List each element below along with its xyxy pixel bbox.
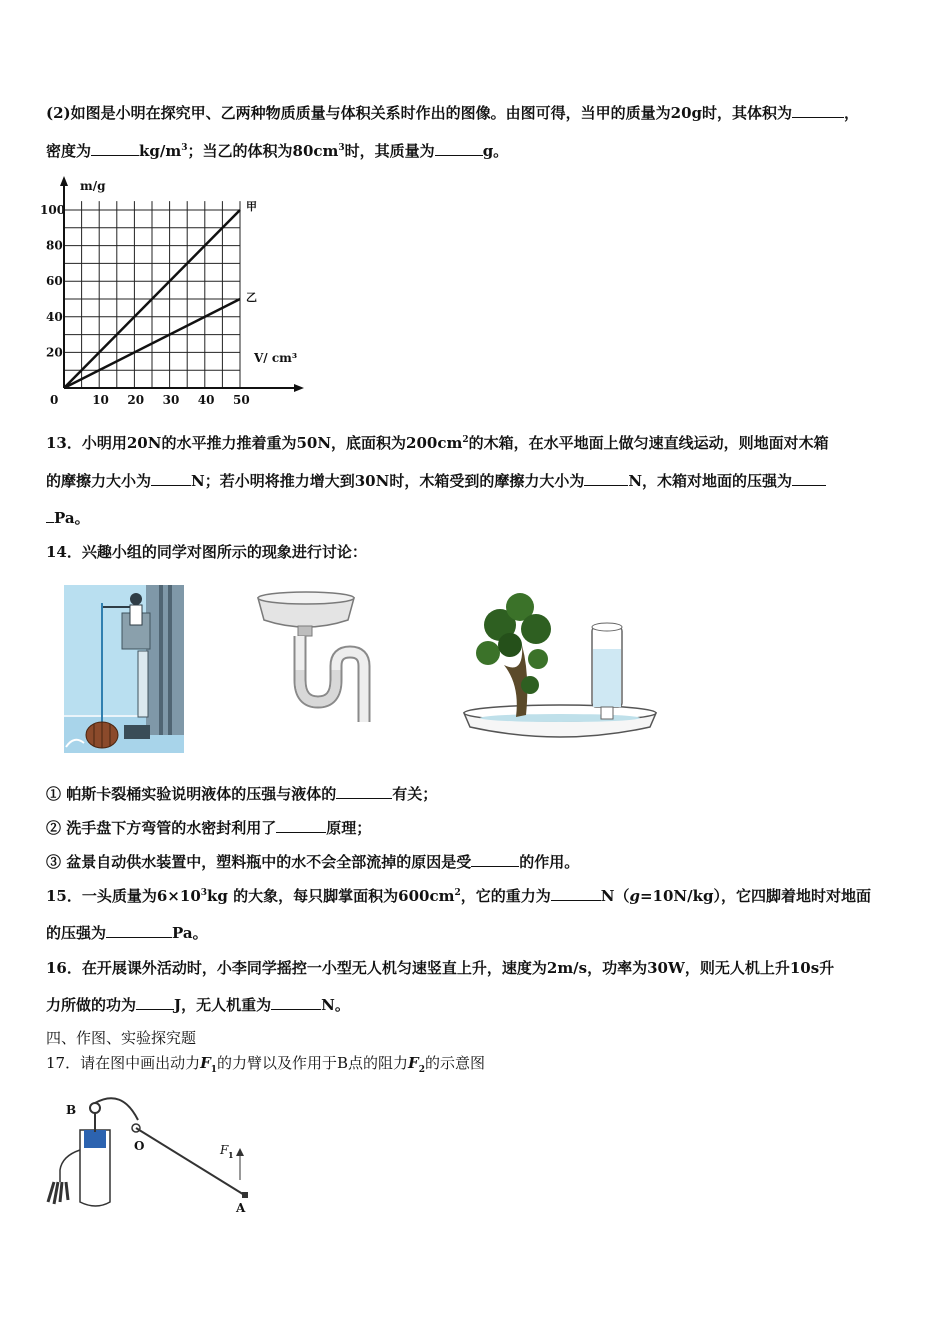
answer-blank [551, 886, 601, 901]
ladder [138, 651, 148, 717]
q17-text: 17．请在图中画出动力 [46, 1054, 201, 1072]
answer-blank [792, 103, 844, 118]
q15-text: ，它的重力为 [460, 887, 551, 905]
section-title-text: 四、作图、实验探究题 [46, 1029, 197, 1047]
unit-text: kg/m [139, 142, 182, 160]
sink-rim [258, 592, 354, 604]
mass-volume-chart [40, 170, 320, 410]
italic-g: g [629, 887, 640, 905]
q12-text: 时，其质量为 [344, 142, 435, 160]
answer-blank [106, 923, 172, 938]
q13-line1 [46, 433, 829, 453]
sup: 3 [200, 888, 208, 898]
x-tick-label: 30 [162, 393, 180, 407]
building [146, 585, 184, 735]
q15-line1 [46, 886, 871, 906]
q14-text: ③ 盆景自动供水装置中，塑料瓶中的水不会全部流掉的原因是受 [46, 853, 472, 871]
tray-water [480, 714, 640, 722]
point-a [242, 1192, 248, 1198]
q15-text: N（ [600, 887, 630, 905]
series-label: 甲 [246, 200, 257, 213]
q13-text: 13．小明用20N的水平推力推着重为50N，底面积为200cm [46, 434, 463, 452]
label-a: A [236, 1201, 246, 1215]
q13-line3 [46, 508, 90, 528]
q16-text: N。 [321, 996, 350, 1014]
pascal-barrel-figure [64, 585, 184, 755]
pump-water [84, 1130, 106, 1148]
answer-blank [151, 471, 191, 486]
foliage [521, 676, 539, 694]
y-axis-arrow [60, 176, 68, 186]
q13-text: N，木箱对地面的压强为 [628, 472, 793, 490]
answer-blank [276, 818, 326, 833]
q17-text: 的示意图 [424, 1054, 485, 1072]
label-f1-sub: 1 [228, 1150, 234, 1160]
x-axis-title: V/ cm³ [254, 351, 298, 365]
series-label: 乙 [246, 291, 257, 304]
q14-item1 [46, 784, 437, 804]
answer-blank [271, 995, 321, 1010]
unit-text: Pa。 [54, 509, 90, 527]
point-b [90, 1103, 100, 1113]
q15-text: 的压强为 [46, 924, 107, 942]
handle [136, 1128, 246, 1196]
sup: 2 [462, 435, 469, 445]
drain [298, 626, 312, 636]
f2-sub: 2 [418, 1065, 425, 1075]
q12-line1 [46, 103, 859, 123]
sink-trap-figure [256, 590, 366, 730]
pump-lever-figure [40, 1090, 270, 1220]
lever-curve [95, 1098, 138, 1120]
q15-text: =10N/kg），它四脚着地时对地面 [639, 887, 871, 905]
q13-text: N；若小明将推力增大到30N时，木箱受到的摩擦力大小为 [191, 472, 585, 490]
q15-line2 [46, 923, 208, 943]
building-line [168, 585, 172, 735]
bottle-top [592, 623, 622, 631]
y-tick-label: 60 [46, 274, 63, 289]
label-b: B [66, 1103, 77, 1117]
q12-text: 密度为 [46, 142, 92, 160]
sup: 2 [454, 888, 461, 898]
q14-item2 [46, 818, 371, 838]
answer-blank [471, 852, 519, 867]
x-tick-label: 10 [92, 393, 109, 407]
bottle-water [593, 649, 621, 707]
f1-sub: 1 [210, 1065, 218, 1075]
spout [60, 1150, 80, 1182]
unit-text: Pa。 [172, 924, 208, 942]
answer-blank [46, 508, 54, 523]
sup: 3 [181, 143, 188, 153]
building-line [159, 585, 163, 735]
x-tick-label: 50 [233, 393, 250, 407]
q16-line2 [46, 995, 350, 1015]
q16-line1 [46, 958, 834, 978]
unit-text: g。 [482, 142, 509, 160]
q14-item3 [46, 852, 579, 872]
answer-blank [336, 784, 392, 799]
q14-intro [46, 542, 367, 562]
answer-blank [792, 471, 826, 486]
section-title [46, 1028, 196, 1048]
q16-text: 16．在开展课外活动时，小李同学摇控一小型无人机匀速竖直上升，速度为2m/s，功率为30W，则无人机上升10s升 [46, 959, 835, 977]
machine [124, 725, 150, 739]
bottle-neck [601, 707, 613, 719]
person-body [130, 605, 142, 625]
foliage [476, 641, 500, 665]
answer-blank [435, 141, 483, 156]
sup: 3 [338, 143, 345, 153]
foliage [528, 649, 548, 669]
q13-text: 的摩擦力大小为 [46, 472, 152, 490]
q12-line2 [46, 141, 508, 161]
f2-symbol: F [408, 1054, 419, 1072]
y-tick-label: 40 [46, 309, 63, 324]
q13-line2 [46, 471, 826, 491]
answer-blank [136, 995, 174, 1010]
q15-text: kg 的大象，每只脚掌面积为600cm [207, 887, 455, 905]
bonsai-waterer-figure [460, 585, 660, 750]
q13-text: 的木箱，在水平地面上做匀速直线运动，则地面对木箱 [468, 434, 829, 452]
person-head [130, 593, 142, 605]
label-f1: F [220, 1143, 229, 1157]
q17-text: 的力臂以及作用于B点的阻力 [217, 1054, 409, 1072]
f1-symbol: F [200, 1054, 211, 1072]
foliage [498, 633, 522, 657]
q17-line [46, 1053, 485, 1080]
water-flow [48, 1182, 68, 1204]
x-axis-arrow [294, 384, 304, 392]
q14-text: ① 帕斯卡裂桶实验说明液体的压强与液体的 [46, 785, 337, 803]
y-axis-title: m/g [80, 179, 106, 193]
arrow-head [236, 1148, 244, 1156]
q14-text: 原理； [326, 819, 372, 837]
x-tick-label: 40 [197, 393, 215, 407]
y-tick-label: 80 [46, 238, 63, 253]
origin-label: 0 [50, 393, 59, 407]
label-o: O [134, 1139, 145, 1153]
q14-text: 有关； [392, 785, 438, 803]
q16-text: J，无人机重为 [174, 996, 272, 1014]
answer-blank [91, 141, 139, 156]
q12-text: ；当乙的体积为80cm [187, 142, 339, 160]
answer-blank [584, 471, 628, 486]
q14-text: 的作用。 [519, 853, 580, 871]
q15-text: 15．一头质量为6×10 [46, 887, 201, 905]
q16-text: 力所做的功为 [46, 996, 137, 1014]
x-tick-label: 20 [127, 393, 145, 407]
y-tick-label: 20 [46, 345, 63, 360]
q14-text: ② 洗手盘下方弯管的水密封利用了 [46, 819, 277, 837]
foliage [521, 614, 551, 644]
q14-text: 14．兴趣小组的同学对图所示的现象进行讨论： [46, 543, 367, 561]
q12-punct: ， [844, 104, 860, 122]
q12-text: (2)如图是小明在探究甲、乙两种物质质量与体积关系时作出的图像。由图可得，当甲的质量为20g时，其体积为 [46, 104, 792, 122]
y-tick-label: 100 [40, 203, 66, 217]
